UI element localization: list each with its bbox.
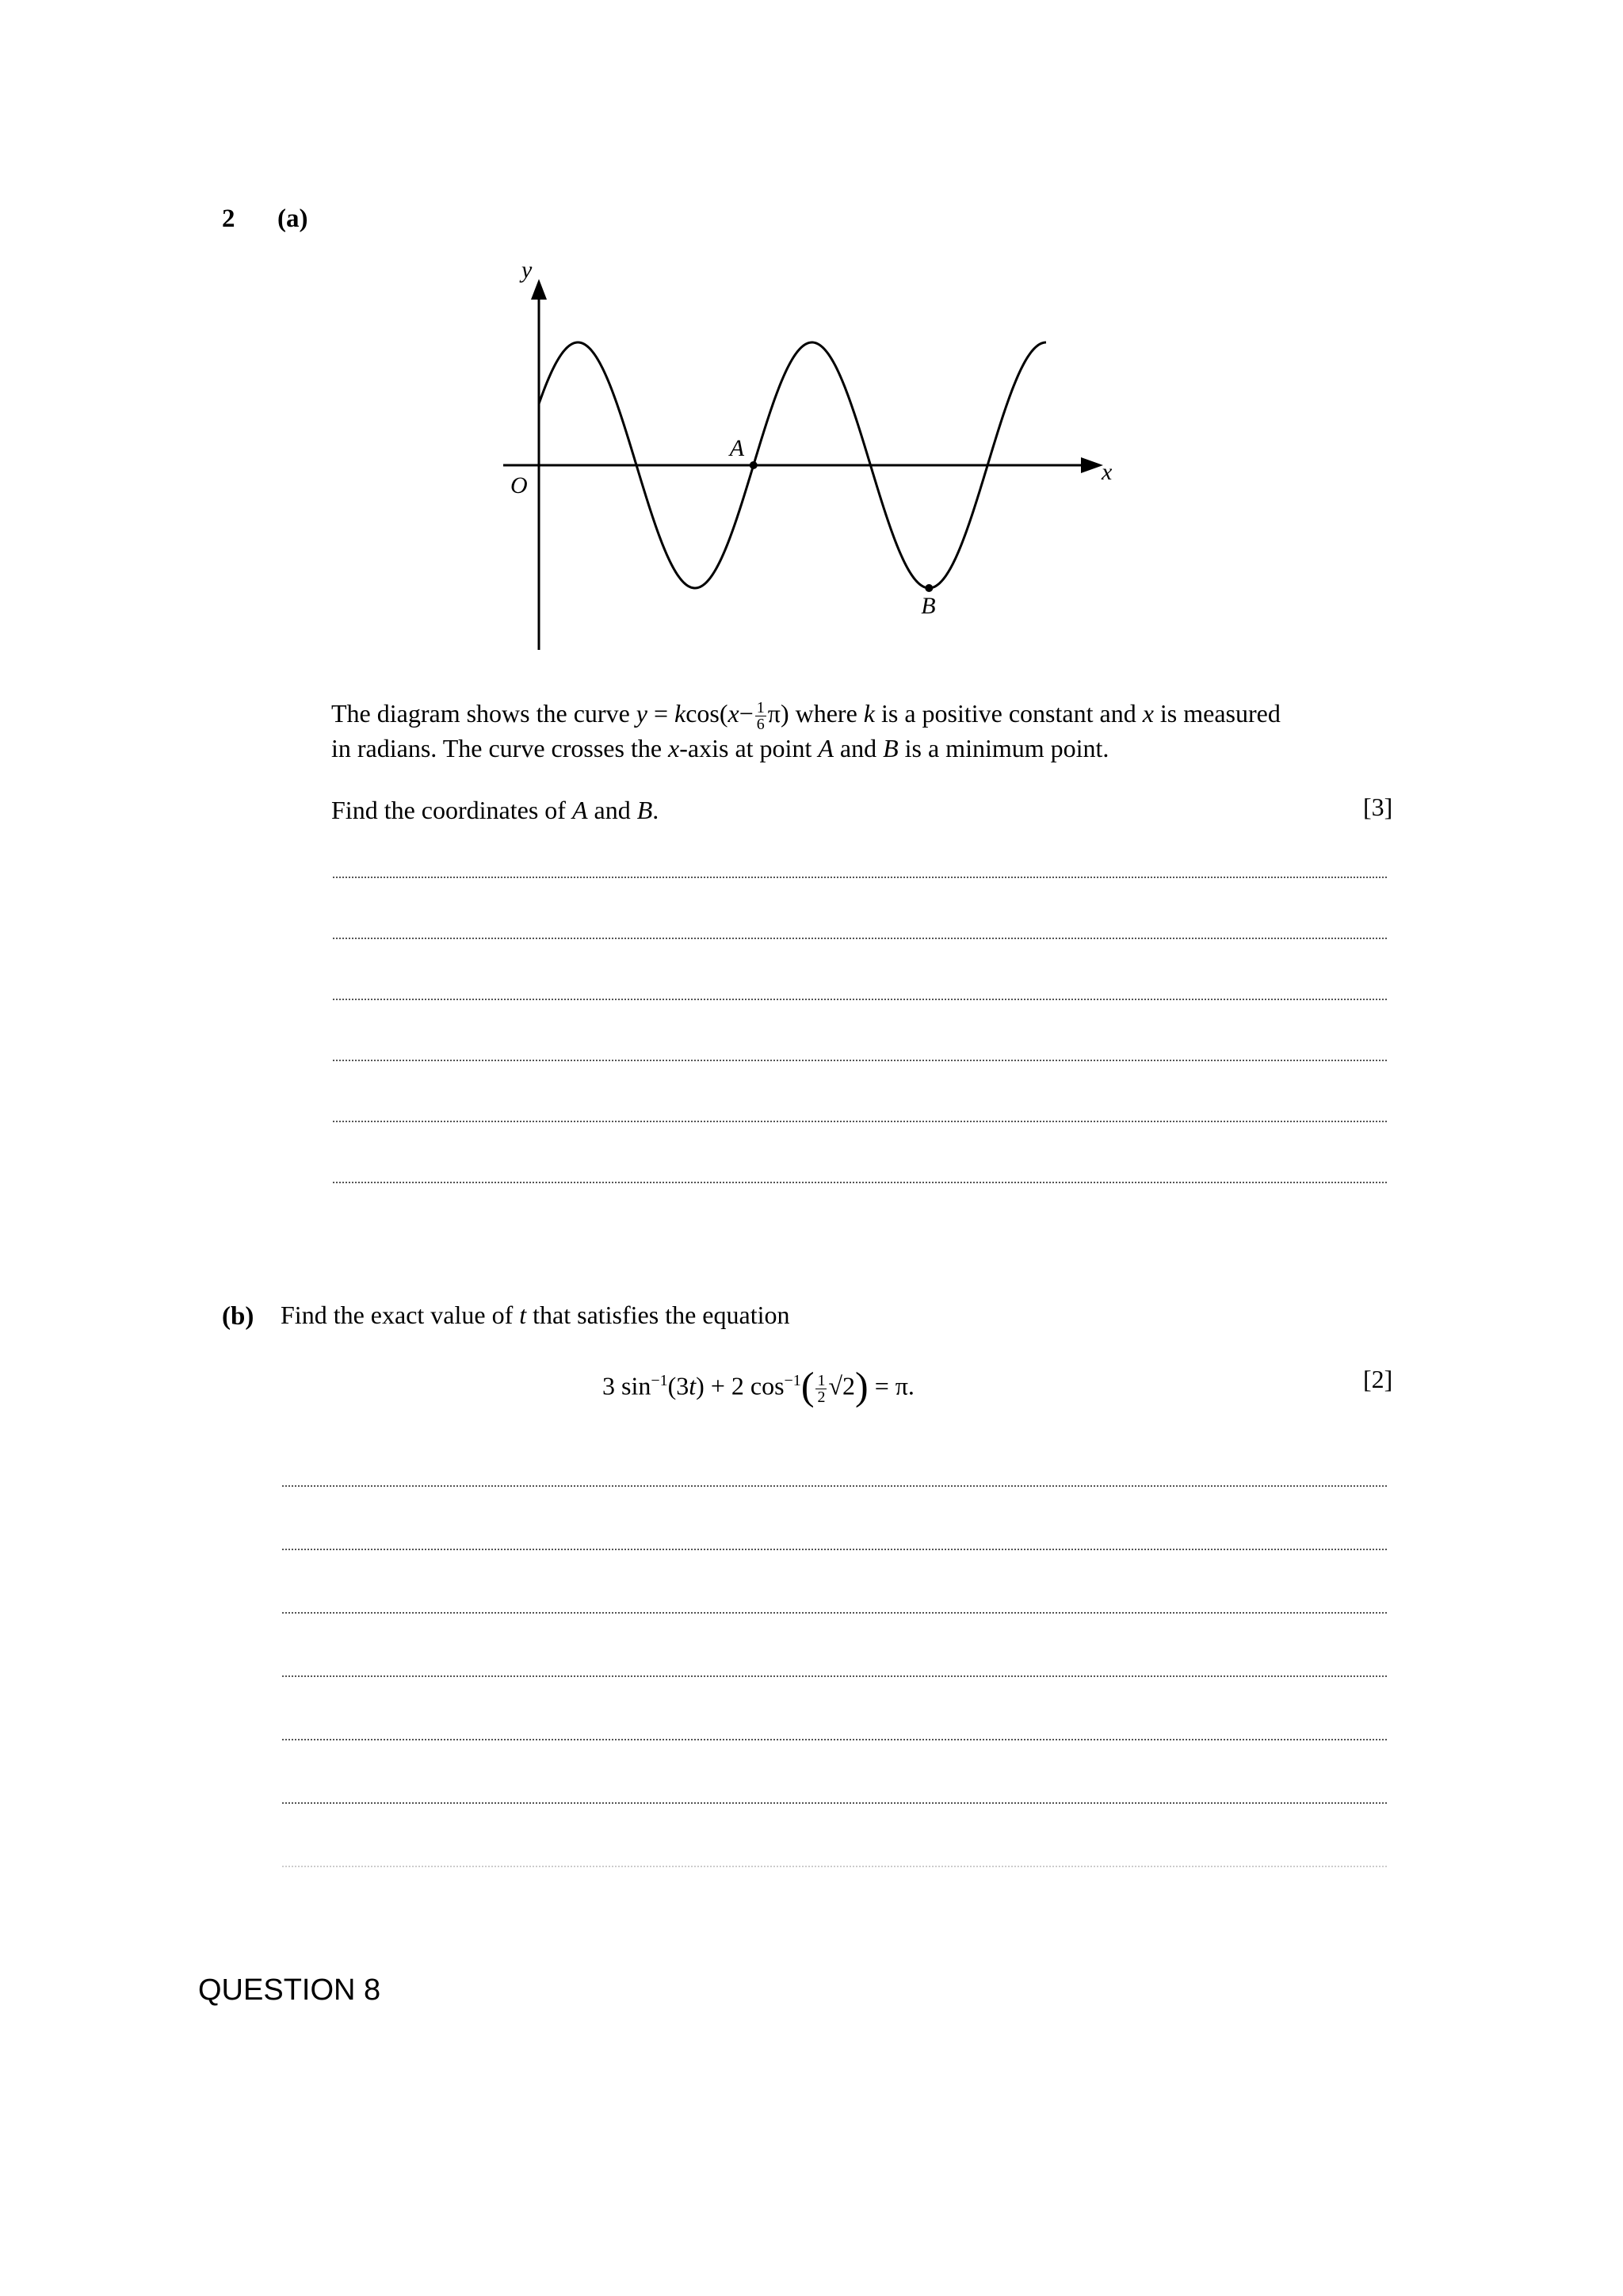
point-a-marker	[750, 461, 758, 469]
answer-line[interactable]	[333, 999, 1387, 1000]
part-b-instruction: Find the exact value of t that satisfies the equation	[281, 1301, 790, 1329]
question-footer-label: QUESTION 8	[198, 1973, 381, 2007]
part-b-label: (b)	[222, 1302, 254, 1331]
answer-line[interactable]	[333, 1060, 1387, 1061]
part-a-description-line-1: The diagram shows the curve y = kcos(x− $\frac{1}{6}$ π) where k is a positive constant and x is measured	[331, 699, 1281, 734]
part-a-description-line-2: in radians. The curve crosses the x-axis at point A and B is a minimum point.	[331, 734, 1109, 762]
answer-line[interactable]	[333, 1182, 1387, 1183]
x-axis-label: x	[1102, 459, 1113, 485]
origin-label: O	[510, 472, 528, 499]
answer-line[interactable]	[282, 1485, 1387, 1487]
part-a-label: (a)	[277, 204, 308, 233]
answer-line[interactable]	[282, 1802, 1387, 1804]
part-b-equation: 3 $\sin^{-1}(3t) + 2$ $\cos^{-1}$( $\frac{1}{2}$ √2) = π.	[602, 1363, 915, 1408]
answer-line[interactable]	[333, 1121, 1387, 1122]
part-b-marks: [2]	[1363, 1365, 1393, 1393]
answer-line[interactable]	[282, 1739, 1387, 1740]
y-axis-arrowhead	[531, 279, 547, 300]
point-a-label: A	[729, 435, 745, 461]
answer-line[interactable]	[282, 1866, 1387, 1867]
answer-line[interactable]	[333, 877, 1387, 878]
answer-line[interactable]	[333, 938, 1387, 939]
point-b-marker	[925, 584, 933, 592]
x-axis-arrowhead	[1081, 457, 1103, 473]
one-sixth-fraction: $\frac{1}{6}$	[756, 699, 765, 734]
part-a-marks: [3]	[1363, 793, 1393, 821]
one-half-fraction: $\frac{1}{2}$	[817, 1371, 826, 1406]
answer-line[interactable]	[282, 1675, 1387, 1677]
part-a-instruction: Find the coordinates of A and B.	[331, 796, 659, 824]
y-axis-label: y	[521, 257, 533, 283]
question-number: 2	[222, 204, 235, 233]
answer-line[interactable]	[282, 1549, 1387, 1550]
cosine-curve-diagram	[475, 254, 1125, 666]
answer-line[interactable]	[282, 1612, 1387, 1614]
point-b-label: B	[921, 593, 936, 619]
